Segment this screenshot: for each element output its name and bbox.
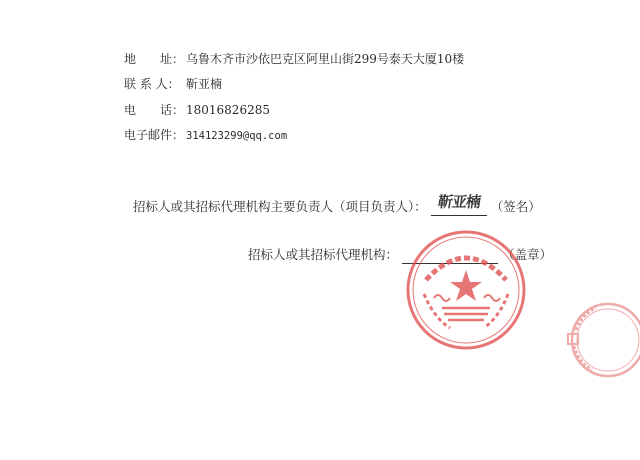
- contact-person-row: [124, 76, 222, 92]
- signature-blank: [431, 193, 487, 216]
- agency-label: 招标人或其招标代理机构：: [248, 247, 399, 262]
- phone-value: 18016826285: [186, 103, 270, 117]
- contact-person-label: 联 系 人：: [124, 77, 180, 91]
- handwritten-signature: 靳亚楠: [436, 193, 482, 211]
- sign-note: （签名）: [490, 199, 541, 214]
- email-value: 314123299@qq.com: [186, 130, 288, 142]
- official-seal-stamp: [404, 228, 528, 352]
- phone-row: [124, 102, 270, 118]
- email-label: 电子邮件：: [124, 128, 185, 142]
- address-label: 地 址：: [124, 52, 185, 66]
- contact-person-value: 靳亚楠: [186, 77, 223, 91]
- phone-label: 电 话：: [124, 103, 185, 117]
- seal-note: （盖章）: [502, 247, 553, 262]
- address-value: 乌鲁木齐市沙依巴克区阿里山街299号泰天大厦10楼: [186, 52, 465, 66]
- address-row: [124, 51, 464, 67]
- partial-seal-stamp: [560, 300, 640, 380]
- leader-signature-line: [133, 193, 541, 216]
- email-row: [124, 127, 287, 144]
- leader-label: 招标人或其招标代理机构主要负责人（项目负责人）：: [133, 199, 427, 214]
